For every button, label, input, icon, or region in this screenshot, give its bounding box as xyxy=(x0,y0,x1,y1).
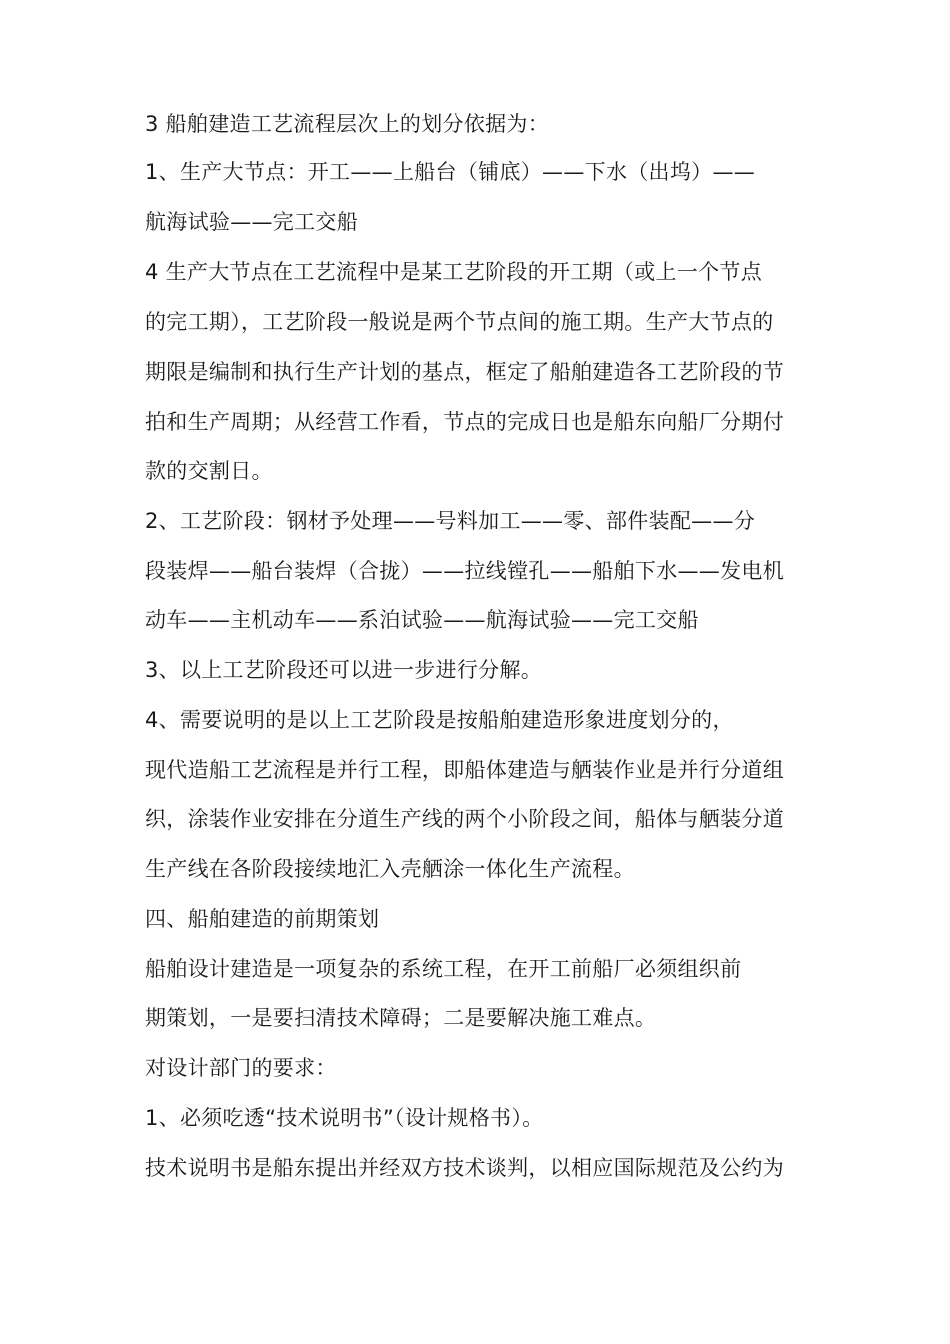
section-heading-early-planning: 四、船舶建造的前期策划 xyxy=(145,907,380,931)
section-heading-division-basis: 3 船舶建造工艺流程层次上的划分依据为： xyxy=(145,112,550,136)
paragraph-line: 3、以上工艺阶段还可以进一步进行分解。 xyxy=(145,658,543,682)
paragraph-line: 2、工艺阶段：钢材予处理——号料加工——零、部件装配——分 xyxy=(145,509,756,533)
paragraph-line: 技术说明书是船东提出并经双方技术谈判，以相应国际规范及公约为 xyxy=(145,1156,784,1180)
paragraph-line: 织，涂装作业安排在分道生产线的两个小阶段之间，船体与舾装分道 xyxy=(145,807,784,831)
paragraph-line: 拍和生产周期；从经营工作看，节点的完成日也是船东向船厂分期付 xyxy=(145,410,784,434)
paragraph-line: 现代造船工艺流程是并行工程，即船体建造与舾装作业是并行分道组 xyxy=(145,758,784,782)
subheading-design-dept-requirements: 对设计部门的要求： xyxy=(145,1056,337,1080)
paragraph-line: 4 生产大节点在工艺流程中是某工艺阶段的开工期（或上一个节点 xyxy=(145,260,763,284)
paragraph-line: 期策划，一是要扫清技术障碍；二是要解决施工难点。 xyxy=(145,1006,657,1030)
paragraph-line: 1、必须吃透“技术说明书”（设计规格书）。 xyxy=(145,1106,544,1130)
paragraph-line: 1、生产大节点：开工——上船台（铺底）——下水（出坞）—— xyxy=(145,160,756,184)
paragraph-line: 航海试验——完工交船 xyxy=(145,210,358,234)
paragraph-line: 生产线在各阶段接续地汇入壳舾涂一体化生产流程。 xyxy=(145,857,635,881)
paragraph-line: 动车——主机动车——系泊试验——航海试验——完工交船 xyxy=(145,608,699,632)
paragraph-line: 4、需要说明的是以上工艺阶段是按船舶建造形象进度划分的， xyxy=(145,708,734,732)
paragraph-line: 期限是编制和执行生产计划的基点，框定了船舶建造各工艺阶段的节 xyxy=(145,360,784,384)
paragraph-line: 船舶设计建造是一项复杂的系统工程，在开工前船厂必须组织前 xyxy=(145,957,742,981)
paragraph-line: 的完工期），工艺阶段一般说是两个节点间的施工期。生产大节点的 xyxy=(145,310,774,334)
paragraph-line: 段装焊——船台装焊（合拢）——拉线镗孔——船舶下水——发电机 xyxy=(145,559,784,583)
paragraph-line: 款的交割日。 xyxy=(145,459,273,483)
